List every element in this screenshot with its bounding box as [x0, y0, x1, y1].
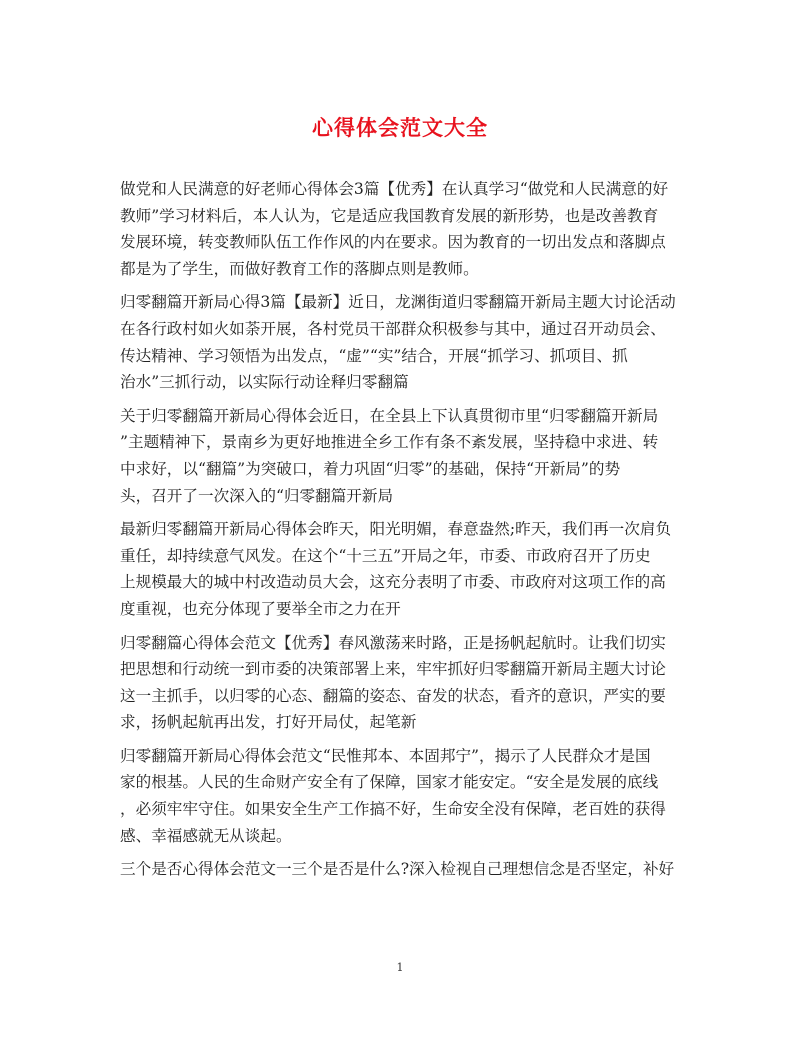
document-title: 心得体会范文大全 — [312, 115, 488, 140]
paragraph-line: 归零翻篇开新局心得3篇【最新】近日，龙渊街道归零翻篇开新局主题大讨论活动 — [120, 293, 676, 312]
paragraph-line: 治水”三抓行动，以实际行动诠释归零翻篇 — [120, 373, 409, 392]
paragraph-line: 归零翻篇心得体会范文【优秀】春风激荡来时路，正是扬帆起航时。让我们切实 — [120, 633, 666, 652]
document-body — [120, 176, 680, 890]
paragraph-line: 传达精神、学习领悟为出发点，“虚”“实”结合，开展“抓学习、抓项目、抓 — [120, 346, 628, 365]
paragraph-line: 关于归零翻篇开新局心得体会近日，在全县上下认真贯彻市里“归零翻篇开新局 — [120, 406, 659, 425]
paragraph-line: 家的根基。人民的生命财产安全有了保障，国家才能安定。“安全是发展的底线 — [120, 773, 659, 792]
paragraph-line: 都是为了学生，而做好教育工作的落脚点则是教师。 — [120, 259, 479, 278]
paragraph-line: 求，扬帆起航再出发，打好开局仗，起笔新 — [120, 713, 417, 732]
paragraph-line: 最新归零翻篇开新局心得体会昨天，阳光明媚，春意盎然;昨天，我们再一次肩负 — [120, 520, 672, 539]
paragraph-line: 头，召开了一次深入的“归零翻篇开新局 — [120, 486, 394, 505]
paragraph-5 — [120, 630, 680, 736]
paragraph-line: 度重视，也充分体现了要举全市之力在开 — [120, 599, 401, 618]
paragraph-4 — [120, 516, 680, 622]
paragraph-line: 发展环境，转变教师队伍工作作风的内在要求。因为教育的一切出发点和落脚点 — [120, 233, 666, 252]
paragraph-line: ，必须牢牢守住。如果安全生产工作搞不好，生命安全没有保障，老百姓的获得 — [120, 800, 666, 819]
paragraph-7 — [120, 856, 680, 883]
paragraph-3 — [120, 403, 680, 509]
paragraph-line: 教师”学习材料后，本人认为，它是适应我国教育发展的新形势，也是改善教育 — [120, 206, 659, 225]
paragraph-1 — [120, 176, 680, 282]
paragraph-line: 这一主抓手，以归零的心态、翻篇的姿态、奋发的状态，看齐的意识，严实的要 — [120, 686, 666, 705]
paragraph-line: 归零翻篇开新局心得体会范文“民惟邦本、本固邦宁”，揭示了人民群众才是国 — [120, 746, 651, 765]
paragraph-line: 在各行政村如火如荼开展，各村党员干部群众积极参与其中，通过召开动员会、 — [120, 319, 666, 338]
paragraph-2 — [120, 289, 680, 395]
paragraph-line: 感、幸福感就无从谈起。 — [120, 826, 292, 845]
paragraph-line: 把思想和行动统一到市委的决策部署上来，牢牢抓好归零翻篇开新局主题大讨论 — [120, 660, 666, 679]
paragraph-line: 重任，却持续意气风发。在这个“十三五”开局之年，市委、市政府召开了历史 — [120, 546, 651, 565]
paragraph-line: 三个是否心得体会范文一三个是否是什么?深入检视自己理想信念是否坚定，补好 — [120, 860, 675, 879]
page-number: 1 — [396, 961, 404, 974]
paragraph-line: 上规模最大的城中村改造动员大会，这充分表明了市委、市政府对这项工作的高 — [120, 573, 666, 592]
paragraph-6 — [120, 743, 680, 849]
paragraph-line: ”主题精神下，景南乡为更好地推进全乡工作有条不紊发展，坚持稳中求进、转 — [120, 433, 659, 452]
paragraph-line: 中求好，以“翻篇”为突破口，着力巩固“归零”的基础，保持“开新局”的势 — [120, 459, 621, 478]
paragraph-line: 做党和人民满意的好老师心得体会3篇【优秀】在认真学习“做党和人民满意的好 — [120, 180, 669, 198]
